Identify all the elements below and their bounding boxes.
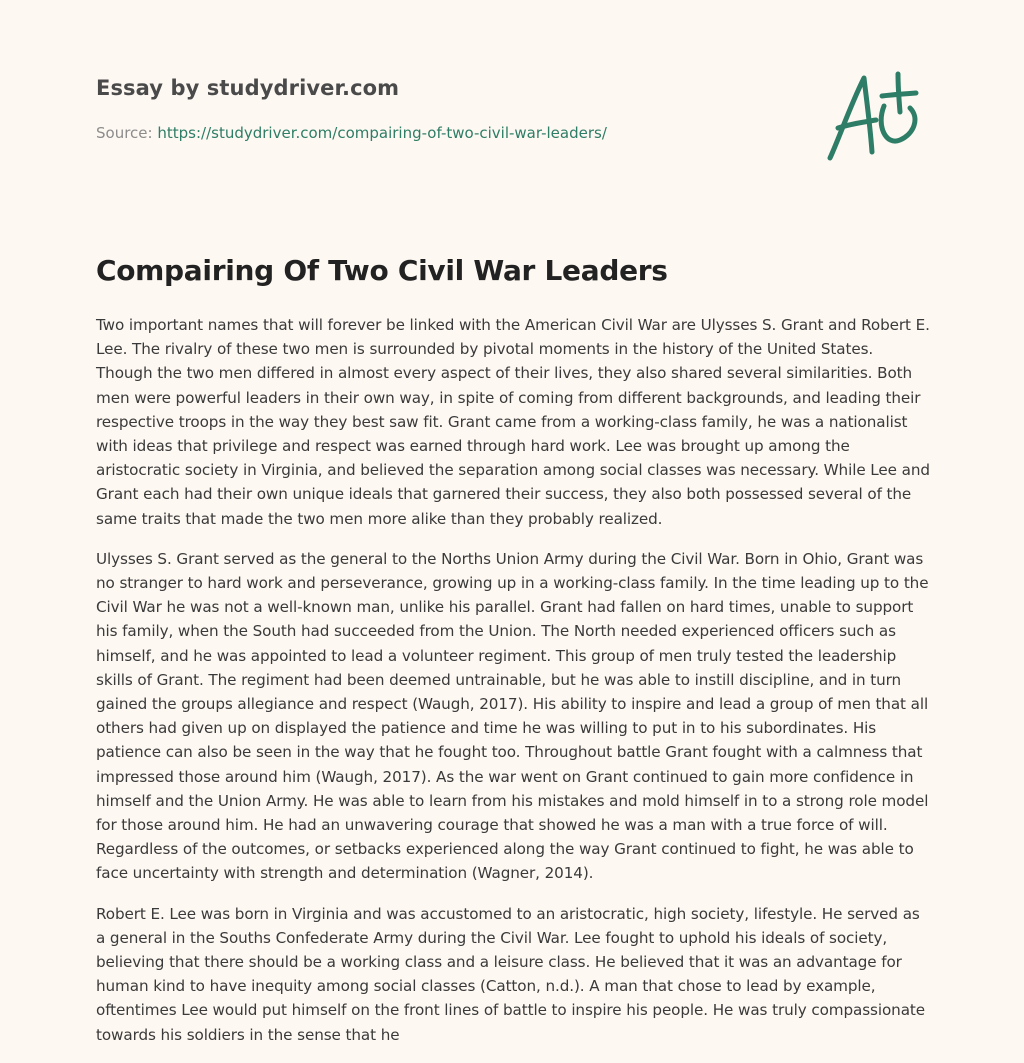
essay-title: Compairing Of Two Civil War Leaders <box>96 254 668 287</box>
source-label: Source: <box>96 124 153 142</box>
paragraph-2: Ulysses S. Grant served as the general to the Norths Union Army during the Civil War. Born in Ohio, Grant was no stranger to hard work and perseverance, growing up in a working-class family. In the time leading up to the Civil War he was not a well-known man, unlike his parallel. Grant had fallen on hard times, unable to support his family, when the South had succeeded from the Union. The North needed experienced officers such as himself, and he was appointed to lead a volunteer regiment. This group of men truly tested the leadership skills of Grant. The regiment had been deemed untrainable, but he was able to instill discipline, and in turn gained the groups allegiance and respect (Waugh, 2017). His ability to inspire and lead a group of men that all others had given up on displayed the patience and time he was willing to put in to his subordinates. His patience can also be seen in the way that he fought too. Throughout battle Grant fought with a calmness that impressed those around him (Waugh, 2017). As the war went on Grant continued to gain more confidence in himself and the Union Army. He was able to learn from his mistakes and mold himself in to a strong role model for those around him. He had an unwavering courage that showed he was a man with a true force of will. Regardless of the outcomes, or setbacks experienced along the way Grant continued to fight, he was able to face uncertainty with strength and determination (Wagner, 2014). <box>96 549 929 883</box>
paragraph-1: Two important names that will forever be linked with the American Civil War are Ulysses S. Grant and Robert E. Lee. The rivalry of these two men is surrounded by pivotal moments in the history of the United States. Though the two men differed in almost every aspect of their lives, they also shared several similarities. Both men were powerful leaders in their own way, in spite of coming from different backgrounds, and leading their respective troops in the way they best saw fit. Grant came from a working-class family, he was a nationalist with ideas that privilege and respect was earned through hard work. Lee was brought up among the aristocratic society in Virginia, and believed the separation among social classes was necessary. While Lee and Grant each had their own unique ideals that garnered their success, they also both possessed several of the same traits that made the two men more alike than they probably realized. <box>96 316 930 528</box>
source-link[interactable]: https://studydriver.com/compairing-of-two-civil-war-leaders/ <box>157 124 607 142</box>
paragraph-3: Robert E. Lee was born in Virginia and was accustomed to an aristocratic, high society, lifestyle. He served as a general in the Souths Confederate Army during the Civil War. Lee fought to uphold his ideals of society, believing that there should be a working class and a leisure class. He believed that it was an advantage for human kind to have inequity among social classes (Catton, n.d.). A man that chose to lead by example, oftentimes Lee would put himself on the front lines of battle to inspire his people. He was truly compassionate towards his soldiers in the sense that he <box>96 904 926 1044</box>
site-brand: Essay by studydriver.com <box>96 76 400 100</box>
a-plus-logo-icon <box>820 66 930 166</box>
source-line <box>96 124 607 142</box>
essay-body <box>96 313 931 1063</box>
